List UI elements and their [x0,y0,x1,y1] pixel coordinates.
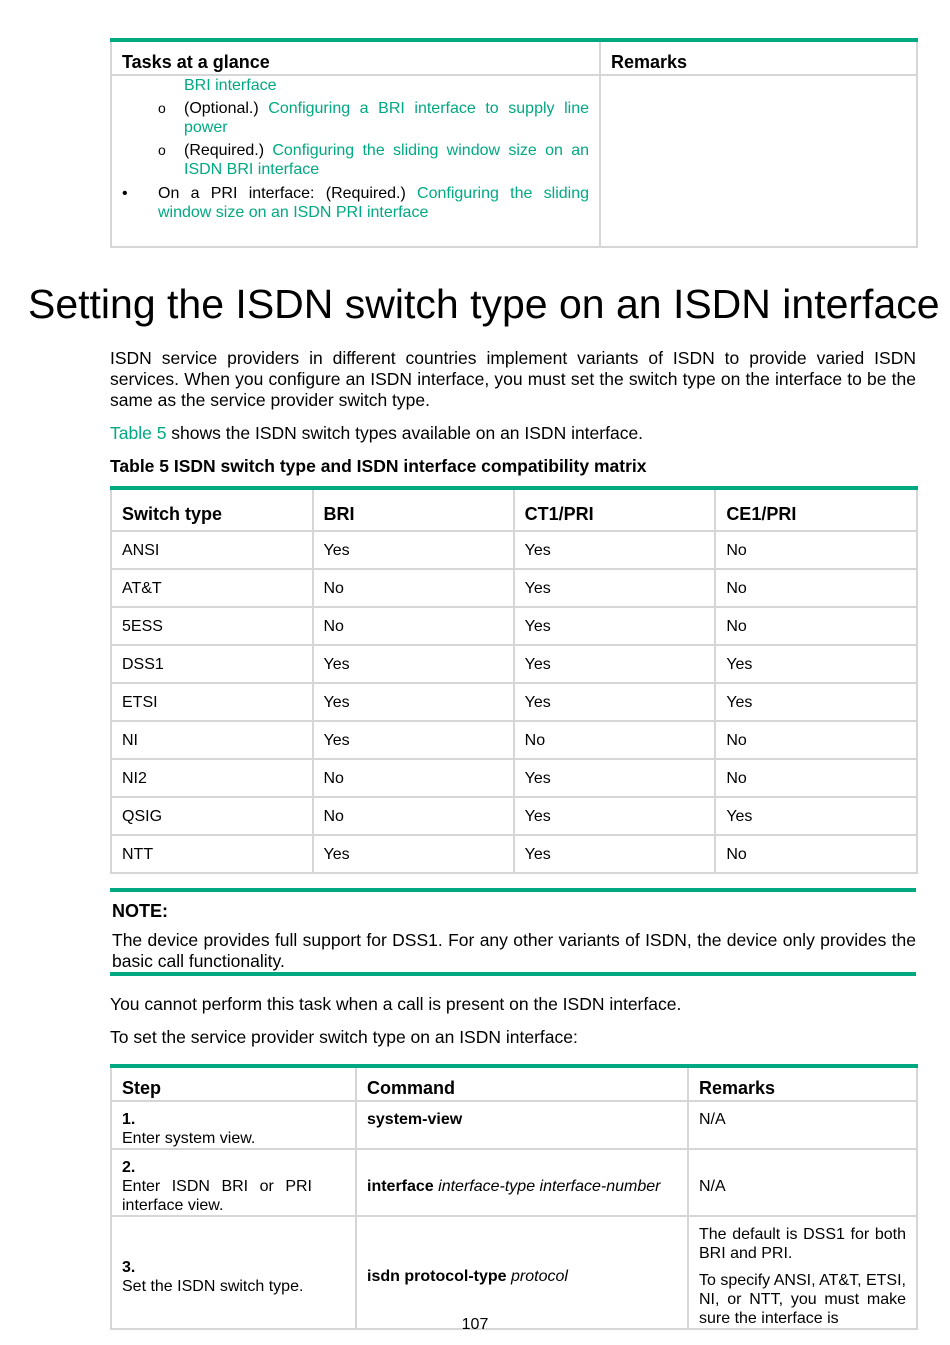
table-row [111,531,917,569]
support-cell: No [313,607,514,645]
support-cell: Yes [514,759,716,797]
note-title: NOTE: [112,901,168,921]
column-header: Remarks [688,1066,917,1101]
step-number: 3. [122,1258,136,1276]
step-text: Set the ISDN switch type. [122,1277,304,1295]
remark-text: To specify ANSI, AT&T, ETSI, NI, or NTT, you must make sure the interface is [699,1272,906,1327]
command-keyword: interface [367,1178,434,1195]
command-argument: interface-type interface-number [438,1178,661,1195]
support-cell: No [715,759,917,797]
command-keyword: system-view [367,1111,463,1128]
column-header: Remarks [600,40,917,75]
support-cell: Yes [313,721,514,759]
command-cell [356,1216,688,1329]
task-link[interactable]: Configuring the sliding window size on an ISDN PRI interface [158,185,589,221]
table-row [111,835,917,873]
support-cell: No [313,759,514,797]
list-item [122,184,589,222]
remark-text: N/A [699,1111,726,1128]
support-cell: Yes [313,645,514,683]
table-row [111,683,917,721]
column-header: CE1/PRI [715,488,917,531]
remark-text: N/A [699,1178,726,1195]
page-number: 107 [461,1316,489,1333]
support-cell: No [313,569,514,607]
tasks-cell [111,75,600,247]
table-row [111,759,917,797]
support-cell: Yes [514,797,716,835]
tasks-at-a-glance-table [110,38,918,248]
support-cell: Yes [313,531,514,569]
steps-table [110,1064,918,1330]
task-link[interactable]: Configuring the sliding window size on an ISDN BRI interface [184,142,589,178]
remarks-cell [600,75,917,247]
section-heading: Setting the ISDN switch type on an ISDN interface [28,281,940,327]
support-cell: No [715,835,917,873]
step-number: 1. [122,1111,136,1128]
column-header: Switch type [111,488,313,531]
table-row [111,75,917,247]
table-reference-link[interactable]: Table 5 [110,423,167,443]
command-argument: protocol [511,1268,568,1285]
table-row [111,797,917,835]
note-box [110,888,916,976]
task-prefix: (Required.) [184,142,273,159]
task-continuation [122,76,589,95]
step-number: 2. [122,1159,136,1176]
step-text: Enter ISDN BRI or PRI interface view. [122,1178,312,1214]
table-caption: Table 5 ISDN switch type and ISDN interface compatibility matrix [110,456,647,476]
support-cell: Yes [514,531,716,569]
table-row [111,721,917,759]
remarks-cell [688,1101,917,1149]
switch-type-cell: NTT [111,835,313,873]
switch-type-cell: AT&T [111,569,313,607]
step-cell [111,1101,356,1149]
support-cell: No [715,607,917,645]
column-header: BRI [313,488,514,531]
support-cell: No [715,531,917,569]
remarks-cell [688,1216,917,1329]
table-header-row [111,1066,917,1101]
support-cell: Yes [514,569,716,607]
command-cell [356,1101,688,1149]
support-cell: Yes [514,835,716,873]
set-switch-type-paragraph: To set the service provider switch type on an ISDN interface: [110,1027,578,1047]
support-cell: Yes [514,645,716,683]
sub-bullet-marker: o [158,100,166,116]
support-cell: No [715,569,917,607]
switch-type-cell: NI [111,721,313,759]
switch-type-cell: ANSI [111,531,313,569]
support-cell: Yes [715,683,917,721]
task-link[interactable]: BRI interface [184,77,277,94]
command-keyword: isdn protocol-type [367,1268,507,1285]
bullet-marker: • [122,185,128,202]
compatibility-matrix-table [110,486,918,874]
table-row [111,1101,917,1149]
switch-type-cell: QSIG [111,797,313,835]
support-cell: No [715,721,917,759]
column-header: Step [111,1066,356,1101]
switch-type-cell: NI2 [111,759,313,797]
support-cell: Yes [514,683,716,721]
support-cell: Yes [313,683,514,721]
matrix-body [111,531,917,873]
remark-text: The default is DSS1 for both BRI and PRI. [699,1226,906,1262]
task-prefix: On a PRI interface: (Required.) [158,185,418,202]
switch-type-cell: 5ESS [111,607,313,645]
sub-bullet-marker: o [158,142,166,158]
remarks-cell [688,1149,917,1216]
switch-type-cell: DSS1 [111,645,313,683]
support-cell: No [514,721,716,759]
call-present-paragraph: You cannot perform this task when a call is present on the ISDN interface. [110,994,682,1014]
table-row [111,1216,917,1329]
command-cell [356,1149,688,1216]
task-prefix: (Optional.) [184,100,269,117]
table-header-row [111,488,917,531]
step-text: Enter system view. [122,1130,256,1147]
support-cell: Yes [715,645,917,683]
table-reference-text: shows the ISDN switch types available on an ISDN interface. [166,423,644,443]
task-link[interactable]: Configuring a BRI interface to supply line power [184,100,590,136]
support-cell: No [313,797,514,835]
column-header: Command [356,1066,688,1101]
switch-type-cell: ETSI [111,683,313,721]
list-item [122,141,589,179]
note-body: The device provides full support for DSS1. For any other variants of ISDN, the device only provides the basic call functionality. [112,930,916,971]
table-row [111,645,917,683]
support-cell: Yes [313,835,514,873]
table-row [111,1149,917,1216]
column-header: Tasks at a glance [111,40,600,75]
table-header-row [111,40,917,75]
list-item [122,99,589,137]
table-row [111,607,917,645]
support-cell: Yes [715,797,917,835]
column-header: CT1/PRI [514,488,716,531]
support-cell: Yes [514,607,716,645]
intro-paragraph: ISDN service providers in different countries implement variants of ISDN to provide varied ISDN services. When you configure an ISDN interface, you must set the switch type on the interface to be the same as the service provider switch type. [110,348,916,410]
table-row [111,569,917,607]
step-cell [111,1149,356,1216]
table-reference-paragraph [110,423,916,444]
step-cell [111,1216,356,1329]
